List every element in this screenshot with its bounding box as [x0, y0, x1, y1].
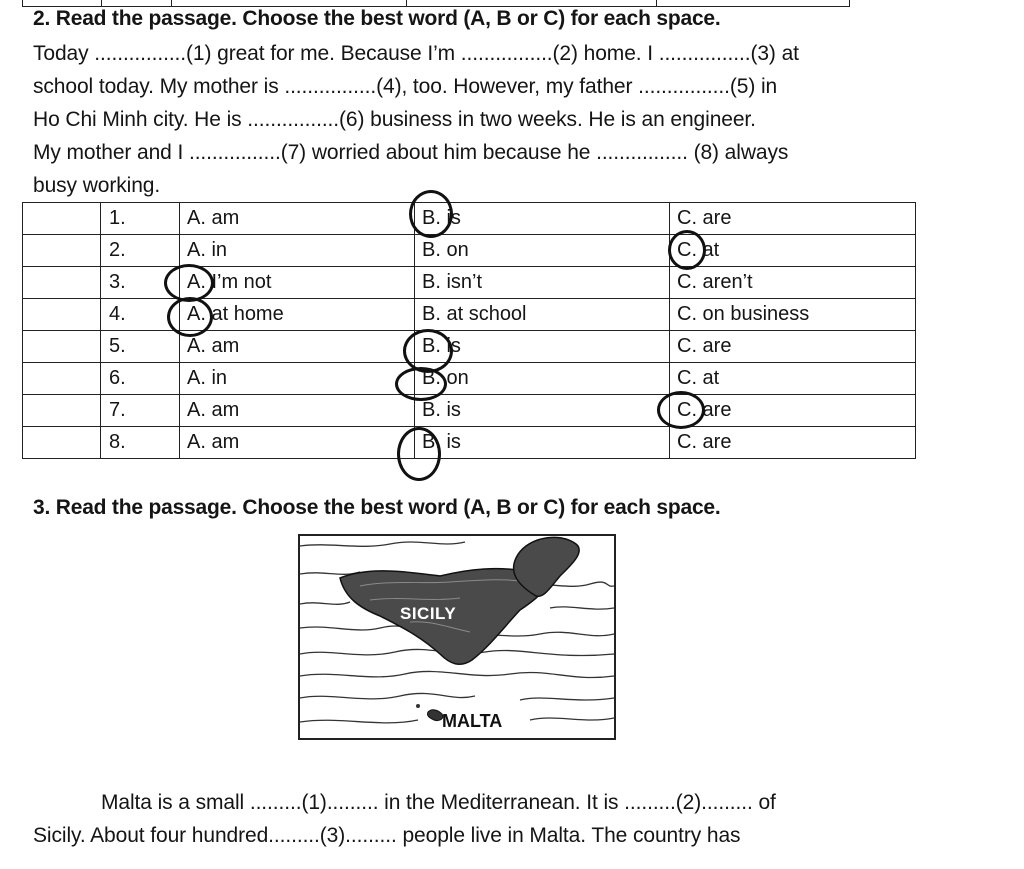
- passage-line-3: Ho Chi Minh city. He is ................(6) business in two weeks. He is an engineer.: [33, 108, 756, 131]
- option-b[interactable]: B. on: [415, 235, 670, 267]
- section2-heading: 2. Read the passage. Choose the best word (A, B or C) for each space.: [33, 7, 721, 30]
- option-b[interactable]: B. on: [415, 363, 670, 395]
- passage-line-4: My mother and I ................(7) worried about him because he ................ (8) always: [33, 141, 789, 164]
- passage-line-2: school today. My mother is ................(4), too. However, my father ................(5) in: [33, 75, 778, 98]
- answer-circle-5: [403, 329, 453, 373]
- map-drawing: [300, 536, 614, 738]
- row-spacer-cell: [23, 299, 101, 331]
- answer-circle-2: [668, 230, 706, 270]
- option-c[interactable]: C. on business: [670, 299, 916, 331]
- option-c[interactable]: C. are: [670, 331, 916, 363]
- item-number: 3.: [101, 267, 180, 299]
- item-number: 1.: [101, 203, 180, 235]
- item-number: 8.: [101, 427, 180, 459]
- item-number: 4.: [101, 299, 180, 331]
- table-row: [23, 331, 916, 363]
- map-sicily-malta: [298, 534, 616, 740]
- option-a[interactable]: A. in: [180, 235, 415, 267]
- section3-heading: 3. Read the passage. Choose the best word (A, B or C) for each space.: [33, 496, 721, 519]
- passage-line-1: Today ................(1) great for me. Because I’m ................(2) home. I ................(3) at: [33, 42, 799, 65]
- option-b[interactable]: B. is: [415, 331, 670, 363]
- option-a[interactable]: A. am: [180, 395, 415, 427]
- table-row: [23, 299, 916, 331]
- passage3-line-2: Sicily. About four hundred.........(3)......... people live in Malta. The country has: [33, 824, 741, 847]
- answer-circle-6: [395, 367, 447, 401]
- option-a[interactable]: A. am: [180, 203, 415, 235]
- option-a[interactable]: A. I’m not: [180, 267, 415, 299]
- row-spacer-cell: [23, 363, 101, 395]
- item-number: 7.: [101, 395, 180, 427]
- previous-table-edge: [22, 0, 850, 7]
- passage-line-5: busy working.: [33, 174, 161, 197]
- table-row: [23, 267, 916, 299]
- table-row: [23, 427, 916, 459]
- item-number: 5.: [101, 331, 180, 363]
- table-row: [23, 203, 916, 235]
- item-number: 2.: [101, 235, 180, 267]
- option-c[interactable]: C. aren’t: [670, 267, 916, 299]
- option-c[interactable]: C. at: [670, 235, 916, 267]
- item-number: 6.: [101, 363, 180, 395]
- option-b[interactable]: B. is: [415, 427, 670, 459]
- option-a[interactable]: A. am: [180, 427, 415, 459]
- row-spacer-cell: [23, 267, 101, 299]
- option-c[interactable]: C. at: [670, 363, 916, 395]
- passage3-line-1: Malta is a small .........(1)......... in the Mediterranean. It is .........(2)......... of: [101, 791, 776, 814]
- answer-circle-4: [167, 297, 213, 337]
- option-c[interactable]: C. are: [670, 395, 916, 427]
- table-row: [23, 363, 916, 395]
- option-c[interactable]: C. are: [670, 427, 916, 459]
- row-spacer-cell: [23, 203, 101, 235]
- row-spacer-cell: [23, 427, 101, 459]
- option-a[interactable]: A. at home: [180, 299, 415, 331]
- option-a[interactable]: A. in: [180, 363, 415, 395]
- option-a[interactable]: A. am: [180, 331, 415, 363]
- row-spacer-cell: [23, 331, 101, 363]
- option-b[interactable]: B. is: [415, 203, 670, 235]
- option-b[interactable]: B. isn’t: [415, 267, 670, 299]
- answer-circle-7: [657, 391, 705, 429]
- answer-circle-1: [409, 190, 453, 238]
- answer-options-table: [22, 202, 916, 459]
- malta-label: MALTA: [442, 711, 503, 731]
- answer-circle-8: [397, 427, 441, 481]
- option-c[interactable]: C. are: [670, 203, 916, 235]
- option-b[interactable]: B. is: [415, 395, 670, 427]
- table-row: [23, 235, 916, 267]
- row-spacer-cell: [23, 235, 101, 267]
- option-b[interactable]: B. at school: [415, 299, 670, 331]
- row-spacer-cell: [23, 395, 101, 427]
- sicily-label: SICILY: [400, 604, 457, 623]
- table-row: [23, 395, 916, 427]
